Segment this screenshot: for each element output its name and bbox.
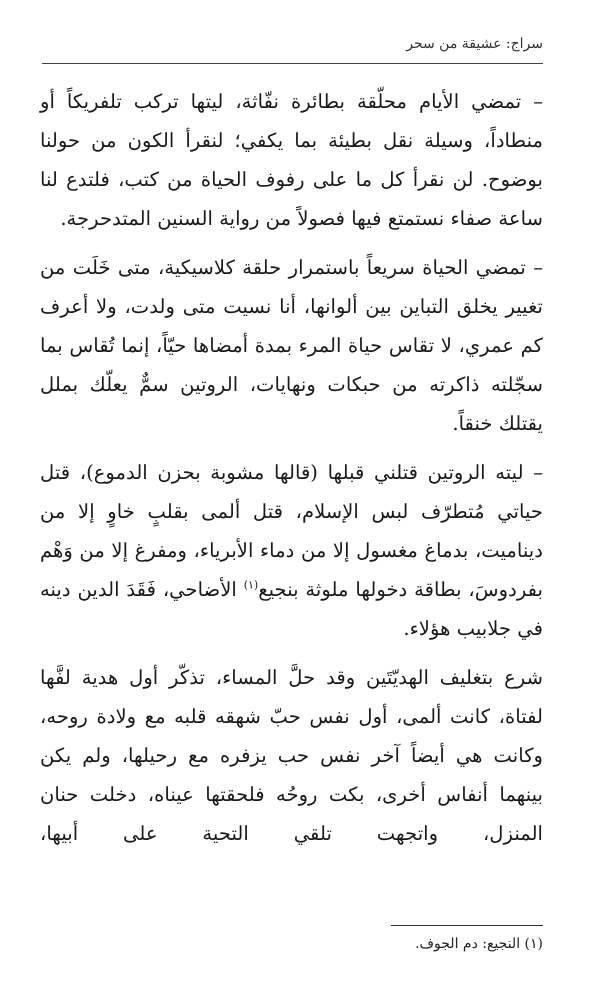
paragraph-3-text-after: الأضاحي، فَقَدَ الدين دينه في جلابيب هؤلاء. [40, 578, 543, 640]
paragraph-3-text-before: – ليته الروتين قتلني قبلها (قالها مشوبة بحزن الدموع)، قتل حياتي مُتطرّف لبس الإسلام، قتل ألمى بقلبٍ خاوٍ إلا من ديناميت، بدماغ مغسول إلا من دماء الأبرياء، ومفرغ إلا من وَهْم بفردوسَ، بطاقة دخولها ملوثة بنجيع [40, 461, 543, 601]
header-rule [42, 63, 543, 64]
paragraph-3 [40, 453, 543, 648]
footnote-1: (١) النجيع: دم الجوف. [415, 936, 543, 952]
body-text [40, 82, 543, 863]
running-header: سراج: عشيقة من سحر [406, 36, 543, 52]
footnote-rule [391, 925, 543, 926]
footnote-reference-mark[interactable]: (١) [243, 578, 259, 592]
paragraph-1: – تمضي الأيام محلّقة بطائرة نفّاثة، ليتها تركب تلفريكاً أو منطاداً، وسيلة نقل بطيئة بما يكفي؛ لنقرأ الكون من حولنا بوضوح. لن نقرأ كل ما على رفوف الحياة من كتب، فلتدع لنا ساعة صفاء نستمتع فيها فصولاً من رواية السنين المتدحرجة. [40, 90, 543, 230]
paragraph-2: – تمضي الحياة سريعاً باستمرار حلقة كلاسيكية، متى خَلَت من تغيير يخلق التباين بين ألوانها، أنا نسيت متى ولدت، ولا أعرف كم عمري، لا تقاس حياة المرء بمدة أمضاها حيّاً، إنما تُقاس بما سجّلته ذاكرته من حبكات ونهايات، الروتين سمٌّ يعلّك بملل يقتلك خنقاً. [40, 256, 543, 435]
paragraph-4: شرع بتغليف الهديّتَين وقد حلَّ المساء، تذكّر أول هدية لفَّها لفتاة، كانت ألمى، أول نفس حبّ شهقه قلبه مع ولادة روحه، وكانت هي أيضاً آخر نفس حب يزفره مع رحيلها، ولم يكن بينهما أنفاس أخرى، بكت روحُه فلحقتها عيناه، دخلت حنان المنزل، واتجهت تلقي التحية على أبيها، [40, 666, 543, 845]
